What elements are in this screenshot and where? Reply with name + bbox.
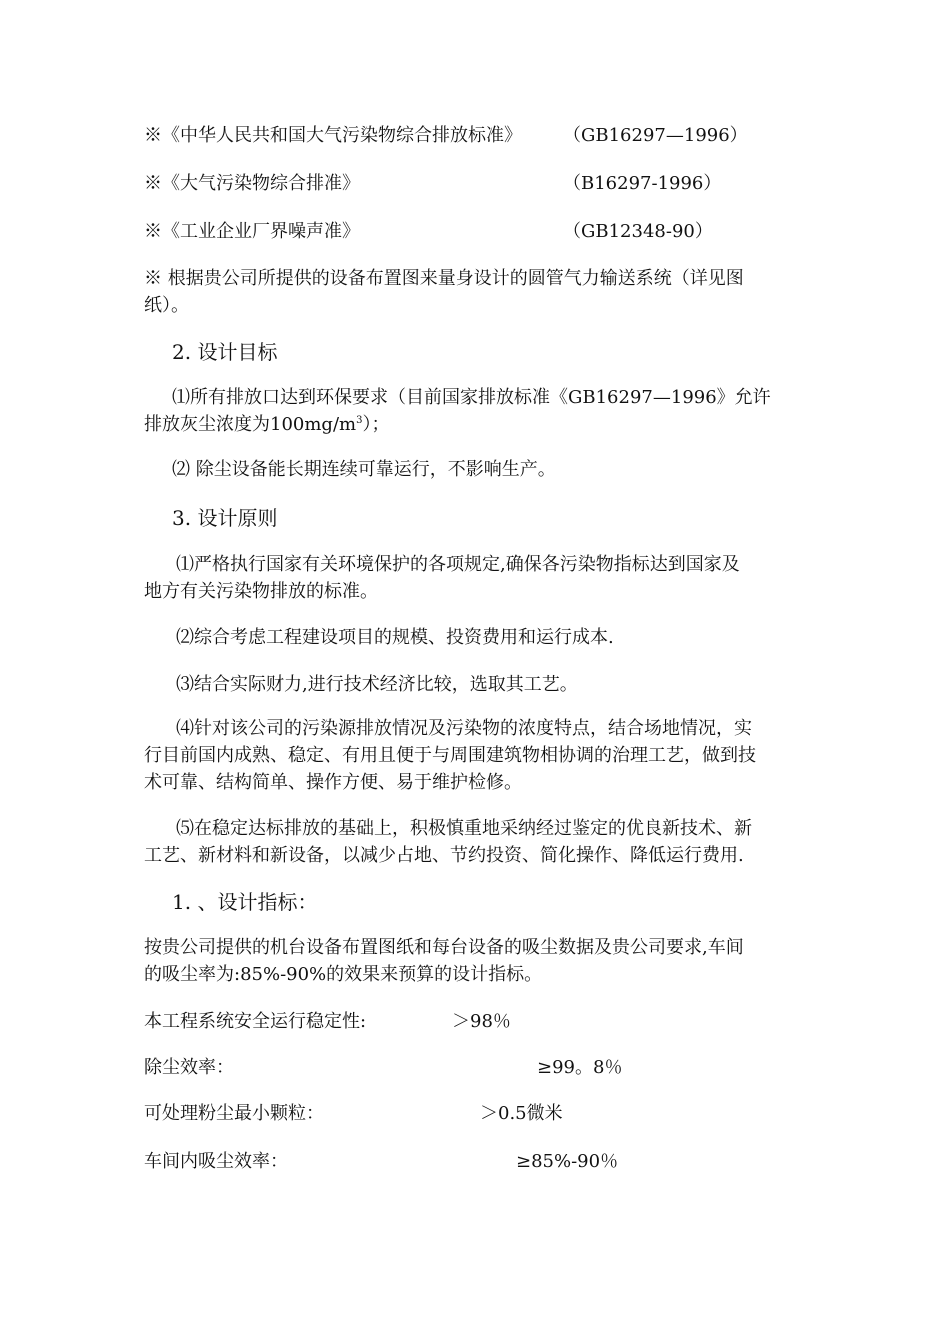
standard-name: ※《大气污染物综合排准》 — [144, 173, 360, 194]
paragraph-line: ⑸在稳定达标排放的基础上，积极慎重地采纳经过鉴定的优良新技术、新 — [176, 818, 752, 839]
standard-code: （GB12348-90） — [563, 221, 713, 242]
note-text: ※ 根据贵公司所提供的设备布置图来量身设计的圆管气力输送系统（详见图 — [144, 268, 744, 289]
paragraph-line: 工艺、新材料和新设备，以减少占地、节约投资、简化操作、降低运行费用. — [144, 845, 744, 866]
paragraph-line: 按贵公司提供的机台设备布置图纸和每台设备的吸尘数据及贵公司要求,车间 — [144, 937, 744, 958]
paragraph-line — [144, 413, 389, 437]
paragraph-line: ⑴所有排放口达到环保要求（目前国家排放标准《GB16297—1996》允许 — [172, 387, 771, 408]
standard-code: （GB16297—1996） — [563, 125, 748, 146]
paragraph-line: 的吸尘率为:85%-90%的效果来预算的设计指标。 — [144, 964, 543, 985]
metric-value: ＞98％ — [452, 1011, 511, 1032]
metric-label: 车间内吸尘效率： — [144, 1151, 288, 1172]
paragraph-line: ⑵ 除尘设备能长期连续可靠运行，不影响生产。 — [172, 459, 556, 480]
section-heading: 2. 设计目标 — [172, 340, 278, 364]
section-heading: 3. 设计原则 — [172, 506, 278, 530]
metric-value: ＞0.5微米 — [480, 1103, 563, 1124]
paragraph-line: ⑷针对该公司的污染源排放情况及污染物的浓度特点，结合场地情况，实 — [176, 718, 752, 739]
emission-text: 排放灰尘浓度为100mg/m — [144, 414, 357, 435]
metric-value: ≥99。8％ — [537, 1057, 623, 1078]
metric-value: ≥85%-90％ — [516, 1151, 619, 1172]
section-heading: 1. 、设计指标： — [172, 890, 318, 914]
metric-label: 除尘效率： — [144, 1057, 234, 1078]
standard-code: （B16297-1996） — [563, 173, 722, 194]
standard-name: ※《中华人民共和国大气污染物综合排放标准》 — [144, 125, 522, 146]
emission-text-end: ）； — [362, 414, 390, 435]
superscript: 3 — [356, 415, 363, 426]
metric-label: 本工程系统安全运行稳定性: — [144, 1011, 367, 1032]
paragraph-line: ⑵综合考虑工程建设项目的规模、投资费用和运行成本. — [176, 627, 614, 648]
note-text: 纸）。 — [144, 295, 189, 316]
paragraph-line: ⑴严格执行国家有关环境保护的各项规定,确保各污染物指标达到国家及 — [176, 554, 740, 575]
paragraph-line: 术可靠、结构简单、操作方便、易于维护检修。 — [144, 772, 522, 793]
paragraph-line: 行目前国内成熟、稳定、有用且便于与周围建筑物相协调的治理工艺，做到技 — [144, 745, 756, 766]
metric-label: 可处理粉尘最小颗粒： — [144, 1103, 324, 1124]
paragraph-line: ⑶结合实际财力,进行技术经济比较，选取其工艺。 — [176, 674, 578, 695]
standard-name: ※《工业企业厂界噪声准》 — [144, 221, 360, 242]
paragraph-line: 地方有关污染物排放的标准。 — [144, 581, 378, 602]
